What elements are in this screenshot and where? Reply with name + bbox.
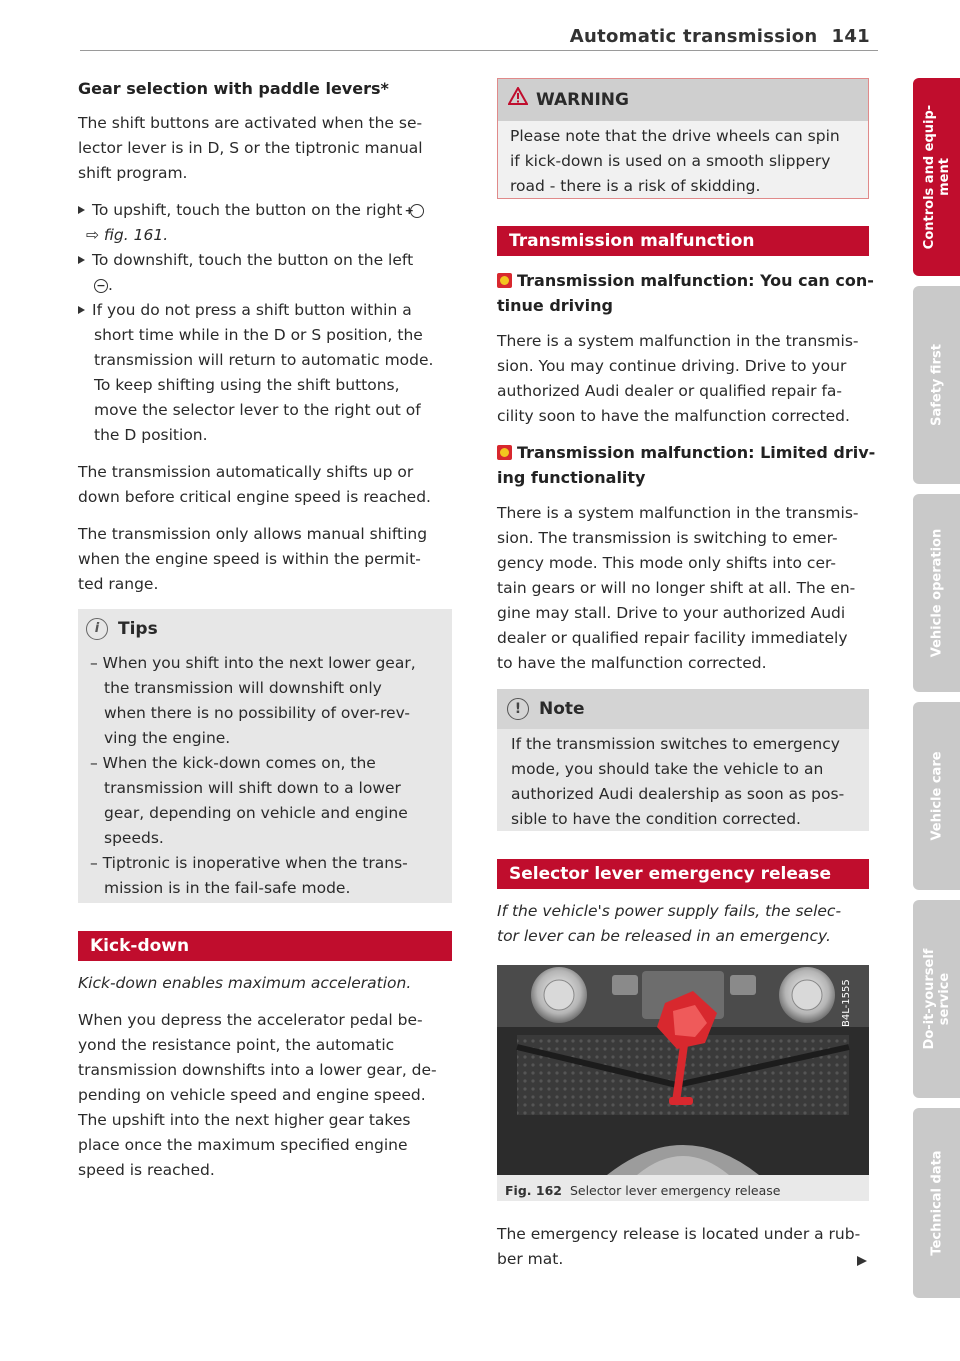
continue-arrow-icon[interactable] <box>856 1252 868 1271</box>
selector-lever-illustration <box>497 965 869 1175</box>
malfunction-continue-heading: Transmission malfunction: You can con- <box>497 268 877 293</box>
kickdown-intro: Kick-down enables maximum acceleration. <box>78 974 412 992</box>
gear-intro: The shift buttons are activated when the se- lector lever is in D, S or the tiptronic manual shift program. <box>78 114 423 182</box>
selector-release-title: Selector lever emergency release <box>497 859 869 889</box>
page-number: 141 <box>831 26 870 47</box>
tip-item: – When the kick-down comes on, the transmission will shift down to a lower gear, depending on vehicle and engine speeds. <box>90 754 408 847</box>
info-icon: i <box>86 618 108 640</box>
transmission-warning-icon <box>497 445 512 460</box>
warning-triangle-icon <box>508 79 528 121</box>
warning-box: WARNING Please note that the drive wheels can spin if kick-down is used on a smooth slippery road - there is a risk of skidding. <box>497 78 869 199</box>
para-auto-shift: The transmission automatically shifts up or down before critical engine speed is reached. <box>78 463 431 506</box>
transmission-malfunction-title: Transmission malfunction <box>497 226 869 256</box>
tab-vehicle-operation[interactable]: Vehicle operation <box>913 494 960 692</box>
bullet-arrow-icon <box>78 256 85 264</box>
figure-162 <box>497 965 869 1201</box>
final-paragraph: The emergency release is located under a rub- ber mat. <box>497 1225 861 1268</box>
kickdown-body: Kick-down enables maximum acceleration. When you depress the accelerator pedal be- yond the resistance point, the automatic transmission downshifts into a lower gear, de- pending on vehicle speed and engine speed. The upshift into the next higher gear takes place once the maximum specified engine speed is reached. <box>78 971 458 1183</box>
warning-header: WARNING <box>498 79 868 121</box>
bullet-downshift: To downshift, touch the button on the left <box>78 248 458 273</box>
minus-button-icon: − <box>94 279 108 293</box>
header-rule <box>80 50 878 51</box>
bullet-return-auto: If you do not press a shift button within a <box>78 298 458 323</box>
figure-reference-link[interactable]: ⇨ fig. 161. <box>86 226 169 244</box>
note-exclamation-icon: ! <box>507 698 529 720</box>
gear-heading: Gear selection with paddle levers* <box>78 79 389 98</box>
malfunction-body: Transmission malfunction: You can con- tinue driving There is a system malfunction in the transmis- sion. You may continue driving. Drive to your authorized Audi dealer or qualified repair fa- cility soon to have the malfunction corrected. Transmission malfunction: Limited driv- ing functionality There is a system malfunction in the transmis- sion. The transmission is switching to emer- gency mode. This mode only shifts into cer- tain gears or will no longer shift at all. The en- gine may stall. Drive to your authorized Audi dealer or qualified repair facility immediately to have the malfunction corrected. <box>497 268 877 676</box>
bullet-arrow-icon <box>78 306 85 314</box>
tips-box <box>78 609 452 903</box>
para-manual-shift: The transmission only allows manual shifting when the engine speed is within the permit- ted range. <box>78 525 428 593</box>
tab-do-it-yourself-service[interactable]: Do-it-yourself service <box>913 900 960 1098</box>
tab-safety-first[interactable]: Safety first <box>913 286 960 484</box>
malfunction-limited-heading: Transmission malfunction: Limited driv- <box>497 440 877 465</box>
running-header <box>570 26 870 47</box>
tab-vehicle-care[interactable]: Vehicle care <box>913 702 960 890</box>
left-column: Gear selection with paddle levers* The shift buttons are activated when the se- lector lever is in D, S or the tiptronic manual shift program. To upshift, touch the button on the right + ⇨ fig. 161. To downshift, touch the button on the left − . If you do not press a shift button within a short time while in the D or S position, the transmission will return to automatic mode. To keep shifting using the shift buttons, move the selector lever to the right out of the D position. The transmission automatically shifts up or down before critical engine speed is reached. The transmission only allows manual shifting when the engine speed is within the permit- ted range. <box>78 76 458 597</box>
section-title: Automatic transmission <box>569 26 818 47</box>
note-box: ! Note If the transmission switches to emergency mode, you should take the vehicle to an authorized Audi dealership as soon as pos- sible to have the condition corrected. <box>497 689 869 831</box>
tip-item: – Tiptronic is inoperative when the trans- mission is in the fail-safe mode. <box>90 854 408 897</box>
tab-technical-data[interactable]: Technical data <box>913 1108 960 1298</box>
bullet-arrow-icon <box>78 206 85 214</box>
transmission-warning-icon <box>497 273 512 288</box>
selector-release-intro: If the vehicle's power supply fails, the selec- tor lever can be released in an emergency. <box>497 902 842 945</box>
plus-button-icon: + <box>410 204 424 218</box>
tips-header: i Tips <box>78 609 452 649</box>
note-header: ! Note <box>497 689 869 729</box>
bullet-upshift: To upshift, touch the button on the right + <box>78 198 458 223</box>
tip-item: – When you shift into the next lower gear, the transmission will downshift only when there is no possibility of over-rev- ving the engine. <box>90 654 416 747</box>
tab-controls-and-equipment[interactable]: Controls and equip- ment <box>913 78 960 276</box>
figure-caption: Fig. 162 Selector lever emergency release <box>505 1183 781 1198</box>
kickdown-section-title: Kick-down <box>78 931 452 961</box>
figure-code: B4L-1555 <box>841 979 852 1027</box>
